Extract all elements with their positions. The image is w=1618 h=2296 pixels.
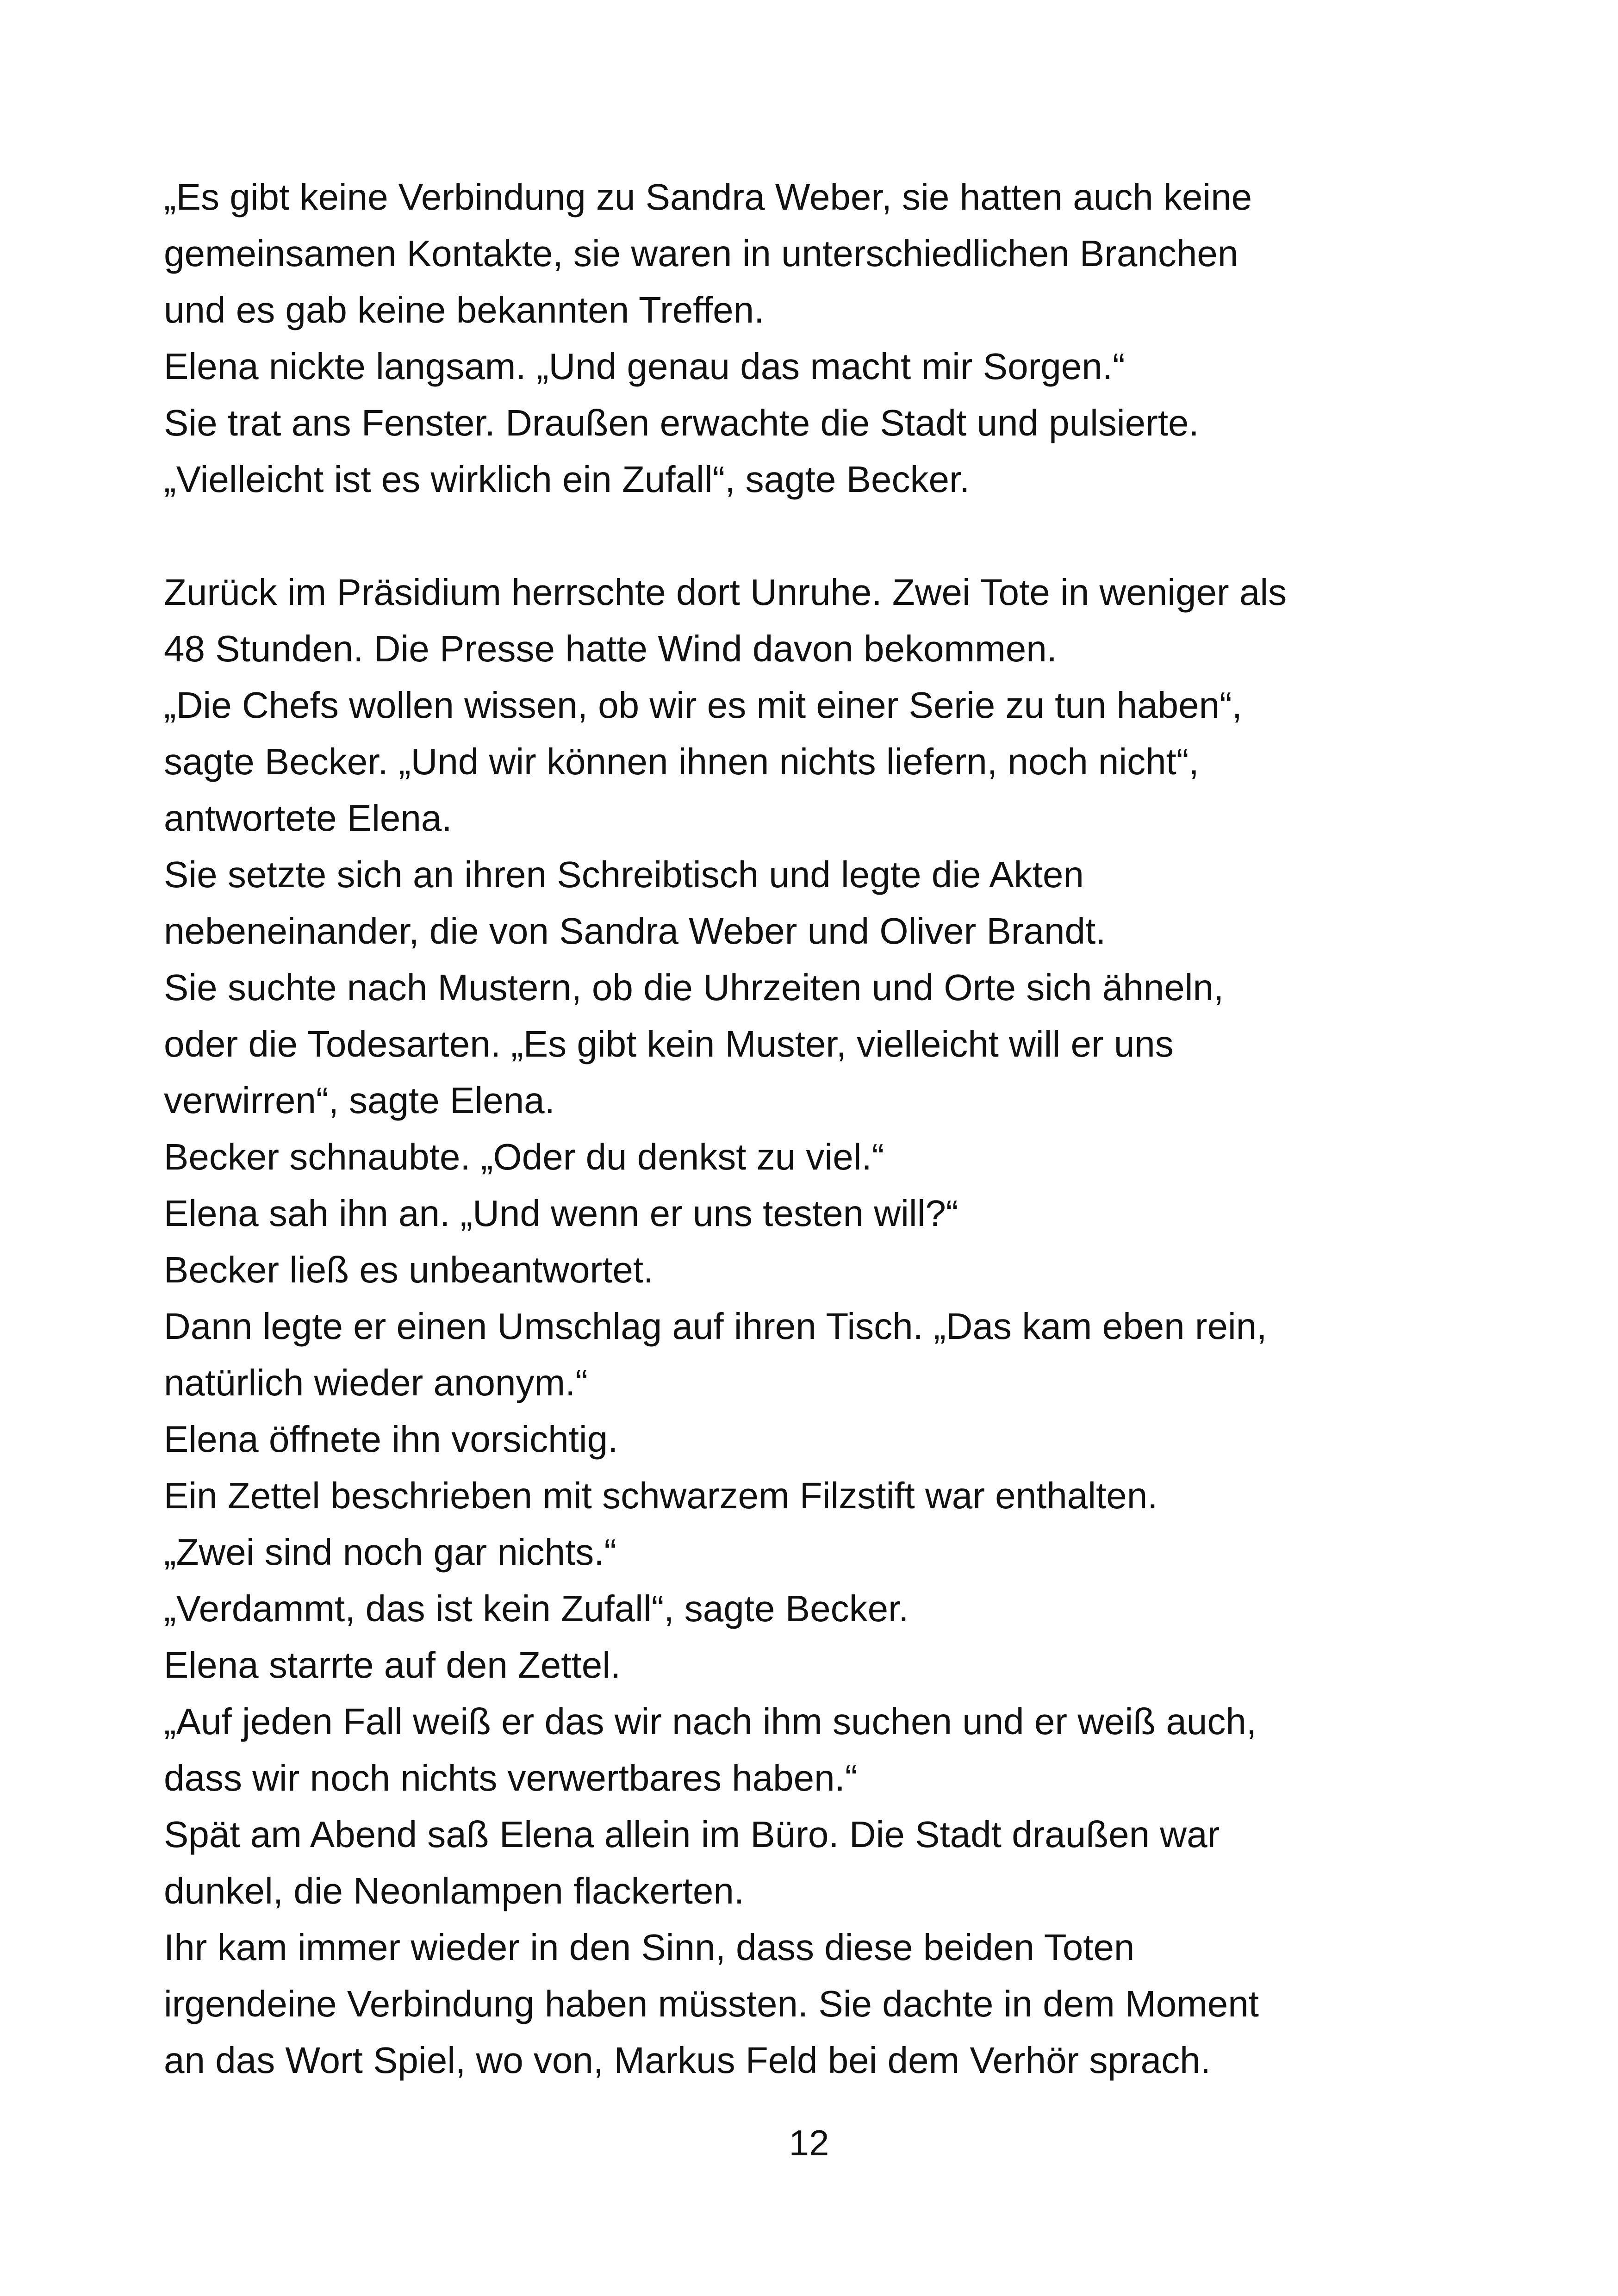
text-line: Ihr kam immer wieder in den Sinn, dass diese beiden Toten [164, 1927, 1135, 1968]
text-line: natürlich wieder anonym.“ [164, 1362, 588, 1403]
text-line: verwirren“, sagte Elena. [164, 1080, 555, 1121]
text-line: „Vielleicht ist es wirklich ein Zufall“, sagte Becker. [164, 459, 970, 500]
text-line: gemeinsamen Kontakte, sie waren in unterschiedlichen Branchen [164, 233, 1238, 274]
text-line: „Zwei sind noch gar nichts.“ [164, 1531, 617, 1573]
text-line: nebeneinander, die von Sandra Weber und Oliver Brandt. [164, 910, 1106, 952]
text-line: Sie trat ans Fenster. Draußen erwachte die Stadt und pulsierte. [164, 402, 1199, 443]
text-line: sagte Becker. „Und wir können ihnen nichts liefern, noch nicht“, [164, 741, 1199, 782]
text-line: irgendeine Verbindung haben müssten. Sie dachte in dem Moment [164, 1983, 1259, 2024]
text-line: oder die Todesarten. „Es gibt kein Muster, vielleicht will er uns [164, 1023, 1174, 1064]
text-line: und es gab keine bekannten Treffen. [164, 289, 765, 330]
text-line: Zurück im Präsidium herrschte dort Unruhe. Zwei Tote in weniger als [164, 572, 1287, 613]
text-line: „Auf jeden Fall weiß er das wir nach ihm suchen und er weiß auch, [164, 1701, 1257, 1742]
text-line: Sie suchte nach Mustern, ob die Uhrzeiten und Orte sich ähneln, [164, 967, 1224, 1008]
text-line: Dann legte er einen Umschlag auf ihren Tisch. „Das kam eben rein, [164, 1306, 1267, 1347]
text-line: „Verdammt, das ist kein Zufall“, sagte Becker. [164, 1588, 909, 1629]
text-line: dass wir noch nichts verwertbares haben.“ [164, 1757, 858, 1798]
text-line: dunkel, die Neonlampen flackerten. [164, 1870, 745, 1911]
text-line: antwortete Elena. [164, 797, 452, 839]
text-line: Ein Zettel beschrieben mit schwarzem Filzstift war enthalten. [164, 1475, 1158, 1516]
text-line: „Die Chefs wollen wissen, ob wir es mit einer Serie zu tun haben“, [164, 684, 1242, 726]
text-line: Sie setzte sich an ihren Schreibtisch und legte die Akten [164, 854, 1084, 895]
text-line: Becker ließ es unbeantwortet. [164, 1249, 654, 1290]
paragraph-gap [164, 508, 1506, 564]
text-line: Elena sah ihn an. „Und wenn er uns testen will?“ [164, 1193, 958, 1234]
text-line: Elena nickte langsam. „Und genau das macht mir Sorgen.“ [164, 346, 1125, 387]
text-line: „Es gibt keine Verbindung zu Sandra Weber, sie hatten auch keine [164, 176, 1252, 218]
text-line: Elena starrte auf den Zettel. [164, 1644, 621, 1686]
text-line: Elena öffnete ihn vorsichtig. [164, 1419, 618, 1460]
body-text [164, 169, 1506, 2089]
text-line: an das Wort Spiel, wo von, Markus Feld bei dem Verhör sprach. [164, 2040, 1211, 2081]
page-number: 12 [789, 2122, 829, 2163]
text-line: Becker schnaubte. „Oder du denkst zu viel.“ [164, 1136, 884, 1177]
text-line: 48 Stunden. Die Presse hatte Wind davon bekommen. [164, 628, 1057, 669]
text-line: Spät am Abend saß Elena allein im Büro. Die Stadt draußen war [164, 1814, 1220, 1855]
